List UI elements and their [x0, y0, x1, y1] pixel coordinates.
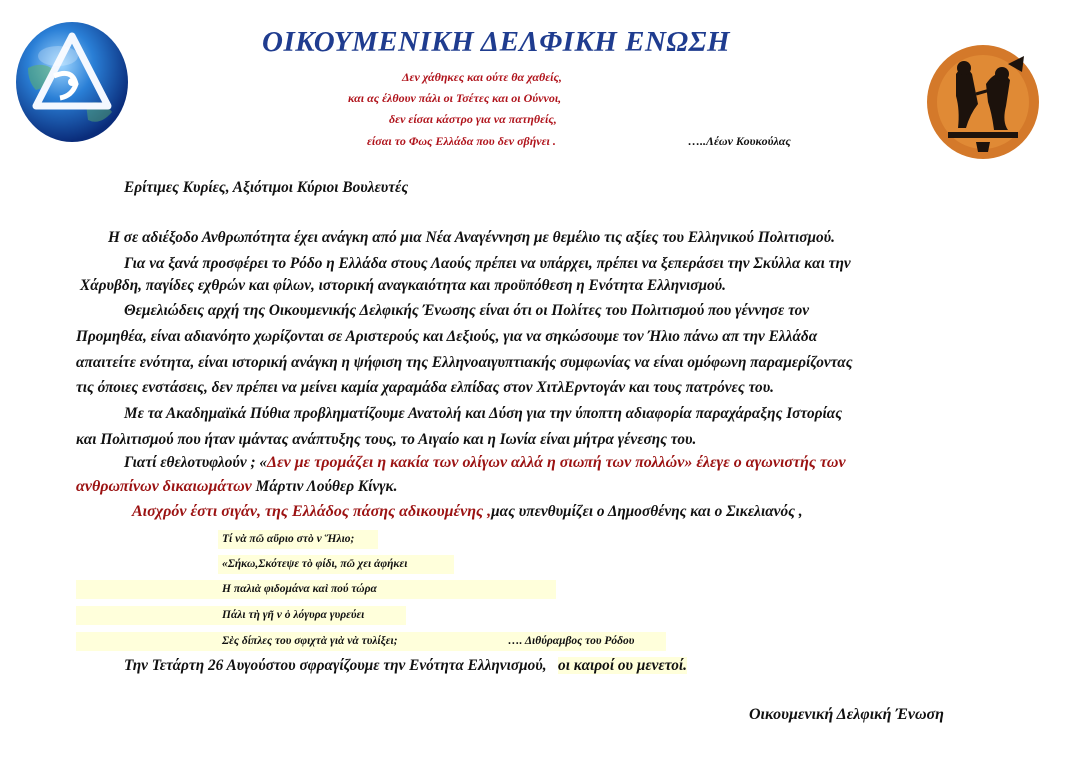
poem-line-4: είσαι το Φως Ελλάδα που δεν σβήνει . — [367, 134, 556, 148]
poem-line-3: δεν είσαι κάστρο για να πατηθείς, — [389, 112, 557, 126]
mlk-quote: Γιατί εθελοτυφλούν ; «Δεν με τρομάζει η κακία των ολίγων αλλά η σιωπή των πολλών» έλεγε ο αγωνιστής των — [124, 454, 846, 471]
dithyramb-source: …. Διθύραμβος του Ρόδου — [508, 635, 635, 647]
mlk-quote-cont: ανθρωπίνων δικαιωμάτων Μάρτιν Λούθερ Κίνγκ. — [76, 478, 398, 495]
delphic-globe-logo — [14, 20, 130, 144]
dithyramb-line-4: Πάλι τὴ γῆ ν ὁ λόγυρα γυρεύει — [222, 609, 365, 621]
dithyramb-line-5: Σὲς δίπλες του σφιχτὰ γιὰ νὰ τυλίξει; — [222, 635, 398, 647]
letter-line-1: Η σε αδιέξοδο Ανθρωπότητα έχει ανάγκη από μια Νέα Αναγέννηση με θεμέλιο τις αξίες του Ελληνικού Πολιτισμού. — [108, 229, 835, 246]
letter-line-9: και Πολιτισμού που ήταν ιμάντας ανάπτυξης τους, το Αιγαίο και η Ιωνία είναι μήτρα γένεσης του. — [76, 431, 697, 448]
ancient-vase-plate — [926, 44, 1040, 160]
letter-line-5: Προμηθέα, είναι αδιανόητο χωρίζονται σε Αριστερούς και Δεξιούς, για να σηκώσουμε τον Ήλιο πάνω απ την Ελλάδα — [76, 328, 818, 345]
letter-line-2: Για να ξανά προσφέρει το Ρόδο η Ελλάδα στους Λαούς πρέπει να υπάρχει, πρέπει να ξεπεράσει την Σκύλλα και την — [124, 255, 851, 272]
letter-line-4: Θεμελιώδεις αρχή της Οικουμενικής Δελφικής Ένωσης είναι ότι οι Πολίτες του Πολιτισμού που γέννησε τον — [124, 302, 810, 319]
letter-line-7: τις όποιες ενστάσεις, δεν πρέπει να μείνει καμία χαραμάδα ελπίδας στον ΧιτλΕρντογάν και τους πατρόνες του. — [76, 379, 775, 396]
dithyramb-line-1: Τί νὰ πῶ αὔριο στὸ ν Ἥλιο; — [222, 533, 355, 545]
letter-line-6: απαιτείτε ενότητα, είναι ιστορική ανάγκη η ψήφιση της Ελληνοαιγυπτιακής συμφωνίας να είναι ομόφωνη παραμερίζοντας — [76, 354, 853, 371]
letter-line-8: Με τα Ακαδημαϊκά Πύθια προβληματίζουμε Ανατολή και Δύση για την ύποπτη αδιαφορία παραχάραξης Ιστορίας — [124, 405, 843, 422]
signature: Οικουμενική Δελφική Ένωση — [749, 706, 944, 723]
poem-line-1: Δεν χάθηκες και ούτε θα χαθείς, — [402, 70, 562, 84]
demosthenes-quote: Αισχρόν έστι σιγάν, της Ελλάδος πάσης αδικουμένης ,μας υπενθυμίζει ο Δημοσθένης και ο Σικελιανός , — [132, 503, 803, 520]
dithyramb-line-2: «Σήκω,Σκότεψε τὸ φίδι, πῶ χει ἀφήκει — [222, 558, 408, 570]
poem-author: …..Λέων Κουκούλας — [688, 134, 791, 148]
dithyramb-line-3: Η παλιὰ φιδομάνα καὶ πού τώρα — [222, 583, 377, 595]
letter-line-3: Χάρυβδη, παγίδες εχθρών και φίλων, ιστορική αναγκαιότητα και προϋπόθεση η Ενότητα Ελληνισμού. — [80, 277, 726, 294]
page-title: ΟΙΚΟΥΜΕΝΙΚΗ ΔΕΛΦΙΚΗ ΕΝΩΣΗ — [262, 26, 731, 58]
poem-line-2: και ας έλθουν πάλι οι Τσέτες και οι Ούννοι, — [348, 91, 562, 105]
closing-line: Την Τετάρτη 26 Αυγούστου σφραγίζουμε την Ενότητα Ελληνισμού, οι καιροί ου μενετοί. — [124, 657, 688, 674]
salutation: Ερίτιμες Κυρίες, Αξιότιμοι Κύριοι Βουλευτές — [124, 179, 409, 196]
